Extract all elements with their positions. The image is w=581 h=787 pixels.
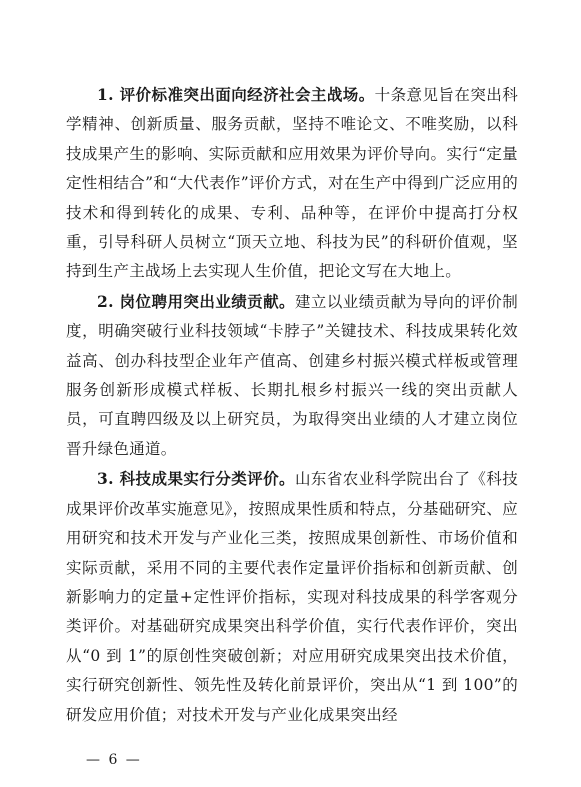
paragraph-3 (66, 464, 518, 730)
paragraph-3-heading: 3. 科技成果实行分类评价。 (97, 469, 295, 489)
paragraph-2 (66, 287, 518, 464)
page-number: — 6 — (86, 752, 142, 768)
paragraph-2-heading: 2. 岗位聘用突出业绩贡献。 (97, 291, 295, 311)
paragraph-2-body: 建立以业绩贡献为导向的评价制度，明确突破行业科技领域“卡脖子”关键技术、科技成果转化效益高、创办科技型企业年产值高、创建乡村振兴模式样板或管理服务创新形成模式样板、长期扎根乡村振兴一线的突出贡献人员，可直聘四级及以上研究员，为取得突出业绩的人才建立岗位晋升绿色通道。 (66, 292, 518, 458)
paragraph-1-body: 十条意见旨在突出科学精神、创新质量、服务贡献，坚持不唯论文、不唯奖励，以科技成果产生的影响、实际贡献和应用效果为评价导向。实行“定量定性相结合”和“大代表作”评价方式，对在生产中得到广泛应用的技术和得到转化的成果、专利、品种等，在评价中提高打分权重，引导科研人员树立“顶天立地、科技为民”的科研价值观，坚持到生产主战场上去实现人生价值，把论文写在大地上。 (66, 86, 518, 281)
paragraph-1 (66, 80, 518, 287)
paragraph-3-body: 山东省农业科学院出台了《科技成果评价改革实施意见》，按照成果性质和特点，分基础研究、应用研究和技术开发与产业化三类，按照成果创新性、市场价值和实际贡献，采用不同的主要代表作定量评价指标和创新贡献、创新影响力的定量+定性评价指标，实现对科技成果的科学客观分类评价。对基础研究成果突出科学价值，实行代表作评价，突出从“0 到 1”的原创性突破创新；对应用研究成果突出技术价值，实行研究创新性、领先性及转化前景评价，突出从“1 到 100”的研发应用价值；对技术开发与产业化成果突出经 (66, 470, 518, 724)
document-body (66, 80, 518, 730)
paragraph-1-heading: 1. 评价标准突出面向经济社会主战场。 (97, 85, 375, 104)
